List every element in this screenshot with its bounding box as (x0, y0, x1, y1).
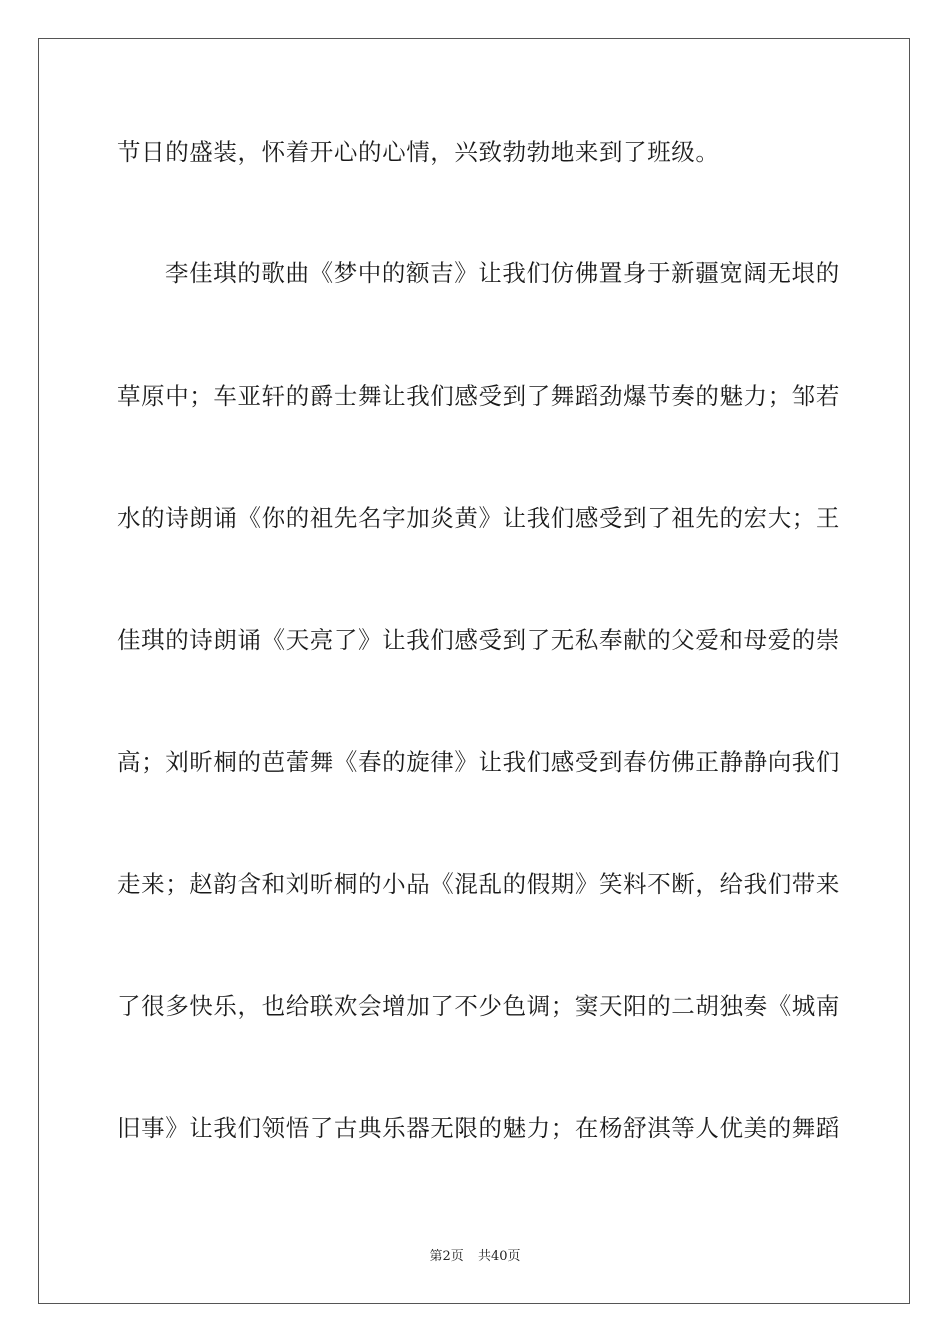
page-number: 第2页 (429, 1249, 464, 1264)
text-line-5: 佳琪的诗朗诵《天亮了》让我们感受到了无私奉献的父爱和母爱的崇 (117, 626, 840, 654)
text-line-7: 走来；赵韵含和刘昕桐的小品《混乱的假期》笑料不断，给我们带来 (117, 870, 840, 898)
text-line-1: 节日的盛装，怀着开心的心情，兴致勃勃地来到了班级。 (117, 138, 720, 166)
text-line-4: 水的诗朗诵《你的祖先名字加炎黄》让我们感受到了祖先的宏大；王 (117, 504, 840, 532)
text-line-9: 旧事》让我们领悟了古典乐器无限的魅力；在杨舒淇等人优美的舞蹈 (117, 1114, 840, 1142)
text-line-6: 高；刘昕桐的芭蕾舞《春的旋律》让我们感受到春仿佛正静静向我们 (117, 748, 840, 776)
text-line-2: 李佳琪的歌曲《梦中的额吉》让我们仿佛置身于新疆宽阔无垠的 (165, 259, 840, 287)
text-line-8: 了很多快乐，也给联欢会增加了不少色调；窦天阳的二胡独奏《城南 (117, 992, 840, 1020)
page-total: 共40页 (477, 1249, 521, 1264)
text-line-3: 草原中；车亚轩的爵士舞让我们感受到了舞蹈劲爆节奏的魅力；邹若 (117, 382, 840, 410)
page-footer (0, 1248, 950, 1266)
